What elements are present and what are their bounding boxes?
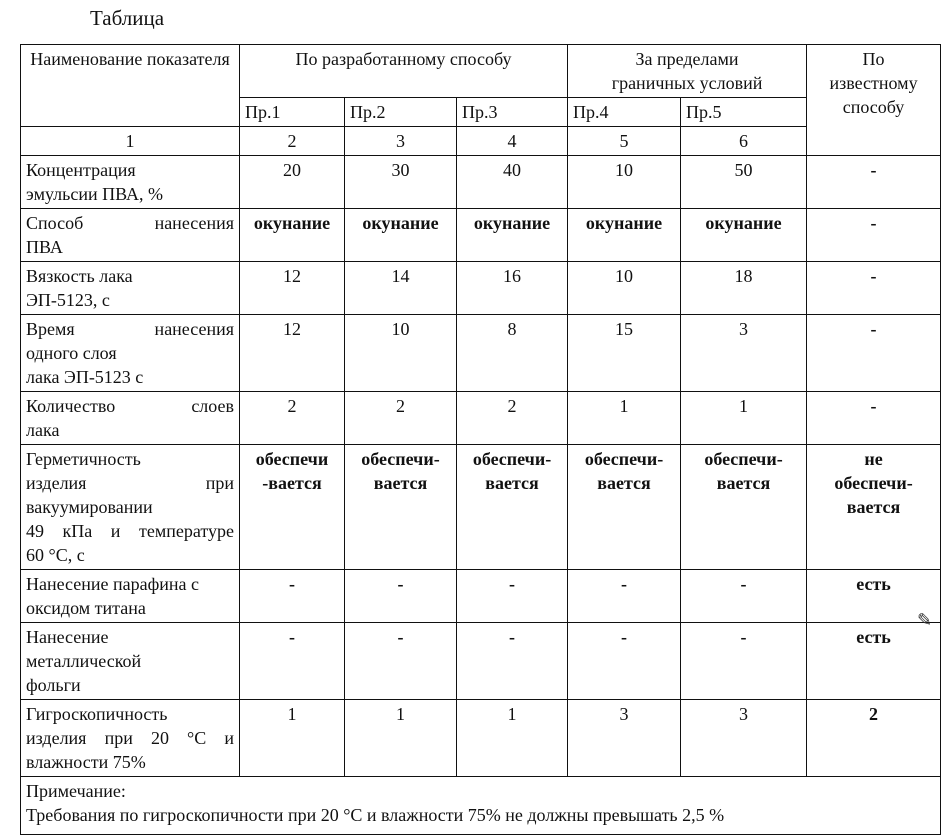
header-example-3: Пр.3 bbox=[457, 98, 568, 127]
row-label-line: фольги bbox=[26, 675, 81, 695]
value-text: 3 bbox=[739, 704, 749, 724]
value-text: - bbox=[870, 396, 877, 416]
header-developed-method: По разработанному способу bbox=[240, 45, 568, 98]
value-cell-col-6 bbox=[681, 570, 807, 623]
value-cell-col-2 bbox=[240, 262, 345, 315]
value-text: обеспечи- вается bbox=[361, 449, 440, 493]
value-cell-col-4 bbox=[457, 156, 568, 209]
value-cell-col-7 bbox=[807, 262, 941, 315]
value-text: обеспечи- вается bbox=[584, 449, 664, 493]
value-cell-col-5 bbox=[568, 623, 681, 700]
value-text: 10 bbox=[391, 319, 410, 339]
value-cell-col-6 bbox=[681, 700, 807, 777]
value-text: 18 bbox=[734, 266, 753, 286]
value-cell-col-4 bbox=[457, 315, 568, 392]
row-label-line: 60 °С, с bbox=[26, 545, 85, 565]
value-cell-col-3 bbox=[345, 315, 457, 392]
value-text: - bbox=[621, 627, 628, 647]
row-label-line: изделия при 20 °С и bbox=[26, 728, 234, 748]
note-title: Примечание: bbox=[26, 781, 126, 801]
row-label-line: ЭП-5123, с bbox=[26, 290, 110, 310]
value-cell-col-4 bbox=[457, 392, 568, 445]
value-cell-col-3 bbox=[345, 700, 457, 777]
value-cell-col-4 bbox=[457, 209, 568, 262]
value-cell-col-2 bbox=[240, 392, 345, 445]
value-text: - bbox=[509, 627, 515, 647]
value-cell-col-6 bbox=[681, 392, 807, 445]
row-label bbox=[21, 623, 240, 700]
value-cell-col-4 bbox=[457, 700, 568, 777]
value-cell-col-4 bbox=[457, 445, 568, 570]
table-caption: Таблица bbox=[90, 6, 165, 30]
header-outside-bounds: За пределами граничных условий bbox=[568, 45, 807, 98]
value-text: - bbox=[397, 574, 404, 594]
value-text: 2 bbox=[396, 396, 405, 416]
column-number-6: 6 bbox=[681, 127, 807, 156]
value-text: 3 bbox=[619, 704, 629, 724]
value-text: есть bbox=[856, 627, 891, 647]
value-cell-col-5 bbox=[568, 262, 681, 315]
value-text: 16 bbox=[503, 266, 521, 286]
row-label bbox=[21, 209, 240, 262]
row-label-line: Время нанесения bbox=[26, 319, 234, 339]
value-text: - bbox=[289, 574, 295, 594]
value-text: - bbox=[397, 627, 404, 647]
value-text: окунание bbox=[585, 213, 663, 233]
value-cell-col-2 bbox=[240, 156, 345, 209]
value-text: окунание bbox=[362, 213, 439, 233]
value-text: 2 bbox=[869, 704, 879, 724]
column-number-5: 5 bbox=[568, 127, 681, 156]
row-label-line: Нанесение парафина с bbox=[26, 574, 200, 594]
value-text: 40 bbox=[503, 160, 521, 180]
note-cell bbox=[21, 777, 941, 835]
row-label-line: одного слоя bbox=[26, 343, 117, 363]
value-cell-col-3 bbox=[345, 209, 457, 262]
value-text: - bbox=[870, 160, 877, 180]
value-text: 50 bbox=[734, 160, 753, 180]
row-label-line: ПВА bbox=[26, 237, 63, 257]
value-text: 30 bbox=[391, 160, 410, 180]
column-number-3: 3 bbox=[345, 127, 457, 156]
row-label bbox=[21, 156, 240, 209]
value-cell-col-7 bbox=[807, 156, 941, 209]
value-text: - bbox=[740, 574, 747, 594]
value-cell-col-7 bbox=[807, 445, 941, 570]
row-label-line: влажности 75% bbox=[26, 752, 146, 772]
value-text: 8 bbox=[507, 319, 517, 339]
value-text: - bbox=[870, 319, 877, 339]
value-text: окунание bbox=[705, 213, 782, 233]
row-label-line: Концентрация bbox=[26, 160, 136, 180]
table-body bbox=[21, 156, 941, 777]
value-text: 1 bbox=[287, 704, 297, 724]
value-cell-col-7 bbox=[807, 700, 941, 777]
row-label-line: лака ЭП-5123 с bbox=[26, 367, 144, 387]
header-example-5: Пр.5 bbox=[681, 98, 807, 127]
value-cell-col-6 bbox=[681, 623, 807, 700]
stray-pen-mark: ✎ bbox=[917, 610, 933, 630]
row-label bbox=[21, 700, 240, 777]
data-table bbox=[20, 44, 941, 835]
header-indicator: Наименование показателя bbox=[21, 45, 240, 127]
value-text: 15 bbox=[615, 319, 634, 339]
value-cell-col-4 bbox=[457, 570, 568, 623]
value-text: окунание bbox=[253, 213, 331, 233]
value-text: - bbox=[870, 266, 877, 286]
value-cell-col-6 bbox=[681, 262, 807, 315]
value-cell-col-7 bbox=[807, 209, 941, 262]
value-cell-col-4 bbox=[457, 623, 568, 700]
value-cell-col-2 bbox=[240, 623, 345, 700]
row-label-line: Количество слоев bbox=[26, 396, 234, 416]
value-cell-col-5 bbox=[568, 700, 681, 777]
value-text: обеспечи -вается bbox=[255, 449, 329, 493]
value-cell-col-6 bbox=[681, 209, 807, 262]
value-cell-col-3 bbox=[345, 623, 457, 700]
row-label-line: металлической bbox=[26, 651, 142, 671]
row-label bbox=[21, 392, 240, 445]
value-cell-col-3 bbox=[345, 570, 457, 623]
table-row bbox=[21, 315, 941, 392]
row-label bbox=[21, 315, 240, 392]
value-text: 1 bbox=[619, 396, 629, 416]
value-cell-col-5 bbox=[568, 570, 681, 623]
value-text: есть bbox=[856, 574, 891, 594]
table-row bbox=[21, 570, 941, 623]
column-number-1: 1 bbox=[21, 127, 240, 156]
table-row bbox=[21, 392, 941, 445]
value-text: 14 bbox=[391, 266, 410, 286]
column-number-2: 2 bbox=[240, 127, 345, 156]
value-text: - bbox=[621, 574, 628, 594]
value-cell-col-7 bbox=[807, 623, 941, 700]
row-label bbox=[21, 570, 240, 623]
value-text: 10 bbox=[615, 266, 634, 286]
row-label bbox=[21, 445, 240, 570]
header-example-1: Пр.1 bbox=[240, 98, 345, 127]
value-text: - bbox=[870, 213, 877, 233]
value-cell-col-2 bbox=[240, 315, 345, 392]
row-label-line: Способ нанесения bbox=[26, 213, 234, 233]
row-label-line: Нанесение bbox=[26, 627, 109, 647]
row-label-line: Гигроскопичность bbox=[26, 704, 168, 724]
value-text: 2 bbox=[287, 396, 297, 416]
header-known-method: По известному способу bbox=[807, 45, 941, 156]
value-text: обеспечи- вается bbox=[704, 449, 783, 493]
value-cell-col-2 bbox=[240, 209, 345, 262]
value-cell-col-6 bbox=[681, 445, 807, 570]
table-row bbox=[21, 156, 941, 209]
value-text: 12 bbox=[283, 266, 301, 286]
table-row bbox=[21, 209, 941, 262]
row-label-line: 49 кПа и температуре bbox=[26, 521, 234, 541]
value-text: окунание bbox=[473, 213, 551, 233]
value-cell-col-3 bbox=[345, 445, 457, 570]
value-text: 20 bbox=[283, 160, 301, 180]
column-number-4: 4 bbox=[457, 127, 568, 156]
row-label-line: лака bbox=[26, 420, 60, 440]
header-example-4: Пр.4 bbox=[568, 98, 681, 127]
value-cell-col-5 bbox=[568, 156, 681, 209]
value-text: 1 bbox=[739, 396, 749, 416]
value-text: - bbox=[740, 627, 747, 647]
value-cell-col-5 bbox=[568, 315, 681, 392]
value-cell-col-2 bbox=[240, 700, 345, 777]
row-label bbox=[21, 262, 240, 315]
value-text: 3 bbox=[739, 319, 749, 339]
value-text: 1 bbox=[396, 704, 405, 724]
value-text: 10 bbox=[615, 160, 634, 180]
value-cell-col-3 bbox=[345, 392, 457, 445]
value-cell-col-6 bbox=[681, 315, 807, 392]
row-label-line: Вязкость лака bbox=[26, 266, 133, 286]
value-text: 1 bbox=[507, 704, 517, 724]
row-label-line: вакуумировании bbox=[26, 497, 153, 517]
value-cell-col-2 bbox=[240, 445, 345, 570]
header-example-2: Пр.2 bbox=[345, 98, 457, 127]
row-label-line: изделия при bbox=[26, 473, 234, 493]
table-row bbox=[21, 700, 941, 777]
row-label-line: эмульсии ПВА, % bbox=[26, 184, 163, 204]
value-cell-col-7 bbox=[807, 315, 941, 392]
value-cell-col-2 bbox=[240, 570, 345, 623]
value-cell-col-3 bbox=[345, 262, 457, 315]
value-cell-col-5 bbox=[568, 209, 681, 262]
value-cell-col-7 bbox=[807, 392, 941, 445]
value-cell-col-5 bbox=[568, 445, 681, 570]
table-row bbox=[21, 445, 941, 570]
value-cell-col-6 bbox=[681, 156, 807, 209]
value-text: 2 bbox=[507, 396, 517, 416]
value-cell-col-4 bbox=[457, 262, 568, 315]
note-text: Требования по гигроскопичности при 20 °С и влажности 75% не должны превышать 2,5 % bbox=[26, 805, 725, 825]
value-text: 12 bbox=[283, 319, 301, 339]
value-text: не обеспечи- вается bbox=[834, 449, 913, 517]
value-text: обеспечи- вается bbox=[472, 449, 552, 493]
row-label-line: Герметичность bbox=[26, 449, 141, 469]
value-text: - bbox=[289, 627, 295, 647]
table-row bbox=[21, 262, 941, 315]
value-cell-col-3 bbox=[345, 156, 457, 209]
value-cell-col-5 bbox=[568, 392, 681, 445]
value-text: - bbox=[509, 574, 515, 594]
row-label-line: оксидом титана bbox=[26, 598, 146, 618]
table-row bbox=[21, 623, 941, 700]
